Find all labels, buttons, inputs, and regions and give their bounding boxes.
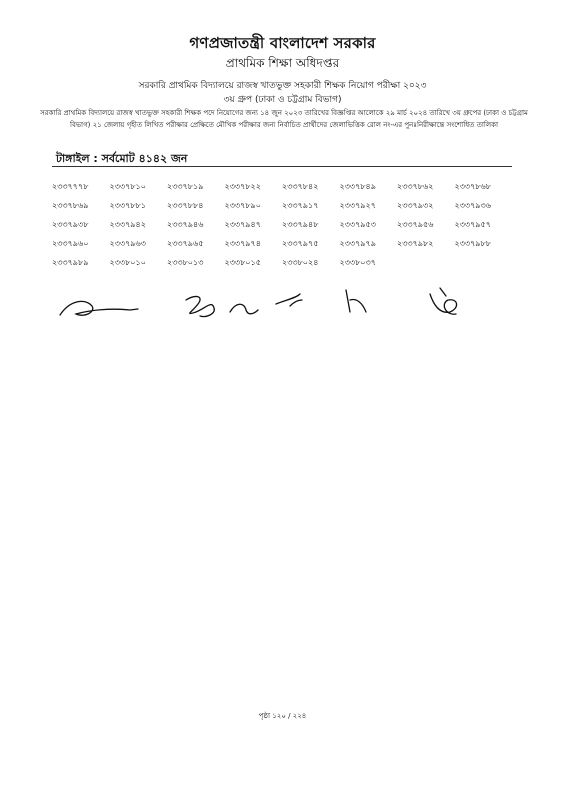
signatures-row — [0, 260, 565, 330]
roll-number: ২৩৩৭৯৮২ — [397, 239, 434, 248]
roll-number: ২৩৩৭৮৮৪ — [167, 201, 204, 210]
roll-number: ২৩৩৭৮১০ — [109, 182, 146, 191]
signature-3 — [230, 304, 258, 314]
roll-number: ২৩৩৭৯৬৩ — [109, 239, 146, 248]
signature-6 — [430, 288, 457, 314]
roll-number: ২৩৩৭৮৮১ — [109, 201, 146, 210]
roll-number: ২৩৩৭৮৬৯ — [52, 201, 89, 210]
roll-number: ২৩৩৭৯৪৭ — [224, 220, 261, 229]
roll-number: ২৩৩৭৮৬৮ — [454, 182, 491, 191]
roll-number: ২৩৩৭৯৫৭ — [454, 220, 491, 229]
roll-number-grid — [52, 182, 512, 268]
roll-number: ২৩৩৭৯৬০ — [52, 239, 89, 248]
roll-number: ২৩৩৭৮২২ — [224, 182, 261, 191]
roll-number: ২৩৩৭৯৮৮ — [454, 239, 491, 248]
roll-number: ২৩৩৭৯৪২ — [109, 220, 146, 229]
roll-number: ২৩৩৮০২৪ — [282, 258, 319, 267]
signature-1 — [60, 301, 138, 315]
roll-number: ২৩৩৭৮১৯ — [167, 182, 204, 191]
roll-number: ২৩৩৭৯৩৮ — [52, 220, 89, 229]
roll-number: ২৩৩৭৯৭৫ — [282, 239, 319, 248]
roll-number: ২৩৩৭৯৭৪ — [224, 239, 261, 248]
roll-number: ২৩৩৭৯৫৩ — [339, 220, 376, 229]
roll-number: ২৩৩৮০১০ — [109, 258, 146, 267]
page-number: পৃষ্ঠা ১২০ / ২২৪ — [258, 712, 307, 720]
roll-number: ২৩৩৭৯৭৯ — [339, 239, 376, 248]
exam-title: সরকারি প্রাথমিক বিদ্যালয়ে রাজস্ব খাতভুক্ত সহকারী শিক্ষক নিয়োগ পরীক্ষা ২০২৩ — [138, 81, 427, 91]
group-title: ৩য় গ্রুপ (ঢাকা ও চট্টগ্রাম বিভাগ) — [223, 95, 342, 105]
roll-number: ২৩৩৭৯৫৬ — [397, 220, 434, 229]
roll-number: ২৩৩৭৯৪৬ — [167, 220, 204, 229]
roll-number: ২৩৩৭৯১৭ — [282, 201, 319, 210]
notice-description: সরকারি প্রাথমিক বিদ্যালয়ে রাজস্ব খাতভুক্ত সহকারী শিক্ষক পদে নিয়োগের জন্য ১৪ জুন ২০২৩ তারিখের বিজ্ঞপ্তির আলোকে ২৯ মার্চ ২০২৪ তারিখে ৩য় গ্রুপের (ঢাকা ও চট্টগ্রাম বিভাগ) ২১ জেলায় গৃহীত লিখিত পরীক্ষার প্রেক্ষিতে মৌখিক পরীক্ষার জন্য নির্বাচিত প্রার্থীদের জেলাভিত্তিক রোল নং-এর পুনঃনিরীক্ষান্তে সংশোধিত তালিকা — [40, 109, 528, 129]
roll-number: ২৩৩৭৮৬২ — [397, 182, 434, 191]
roll-number: ২৩৩৮০১৩ — [167, 258, 204, 267]
signature-2 — [186, 297, 214, 317]
roll-number: ২৩৩৭৯৪৮ — [282, 220, 319, 229]
signature-5 — [346, 290, 366, 312]
divider — [52, 166, 512, 167]
roll-number: ২৩৩৭৯২৭ — [339, 201, 376, 210]
roll-number: ২৩৩৭৯৩২ — [397, 201, 434, 210]
roll-number: ২৩৩৮০১৫ — [224, 258, 261, 267]
roll-number: ২৩৩৭৮৪২ — [282, 182, 319, 191]
roll-number: ২৩৩৮০৩৭ — [339, 258, 376, 267]
roll-number: ২৩৩৭৯৮৯ — [52, 258, 89, 267]
roll-number: ২৩৩৭৭৭৮ — [52, 182, 89, 191]
district-heading: টাঙ্গাইল : সর্বমোট ৪১৪২ জন — [56, 152, 188, 165]
government-title: গণপ্রজাতন্ত্রী বাংলাদেশ সরকার — [189, 34, 376, 52]
roll-number: ২৩৩৭৮৪৯ — [339, 182, 376, 191]
roll-number: ২৩৩৭৮৯০ — [224, 201, 261, 210]
roll-number: ২৩৩৭৯৬৫ — [167, 239, 204, 248]
department-title: প্রাথমিক শিক্ষা অধিদপ্তর — [225, 56, 340, 70]
signature-4 — [276, 294, 302, 306]
roll-number: ২৩৩৭৯৩৬ — [454, 201, 491, 210]
